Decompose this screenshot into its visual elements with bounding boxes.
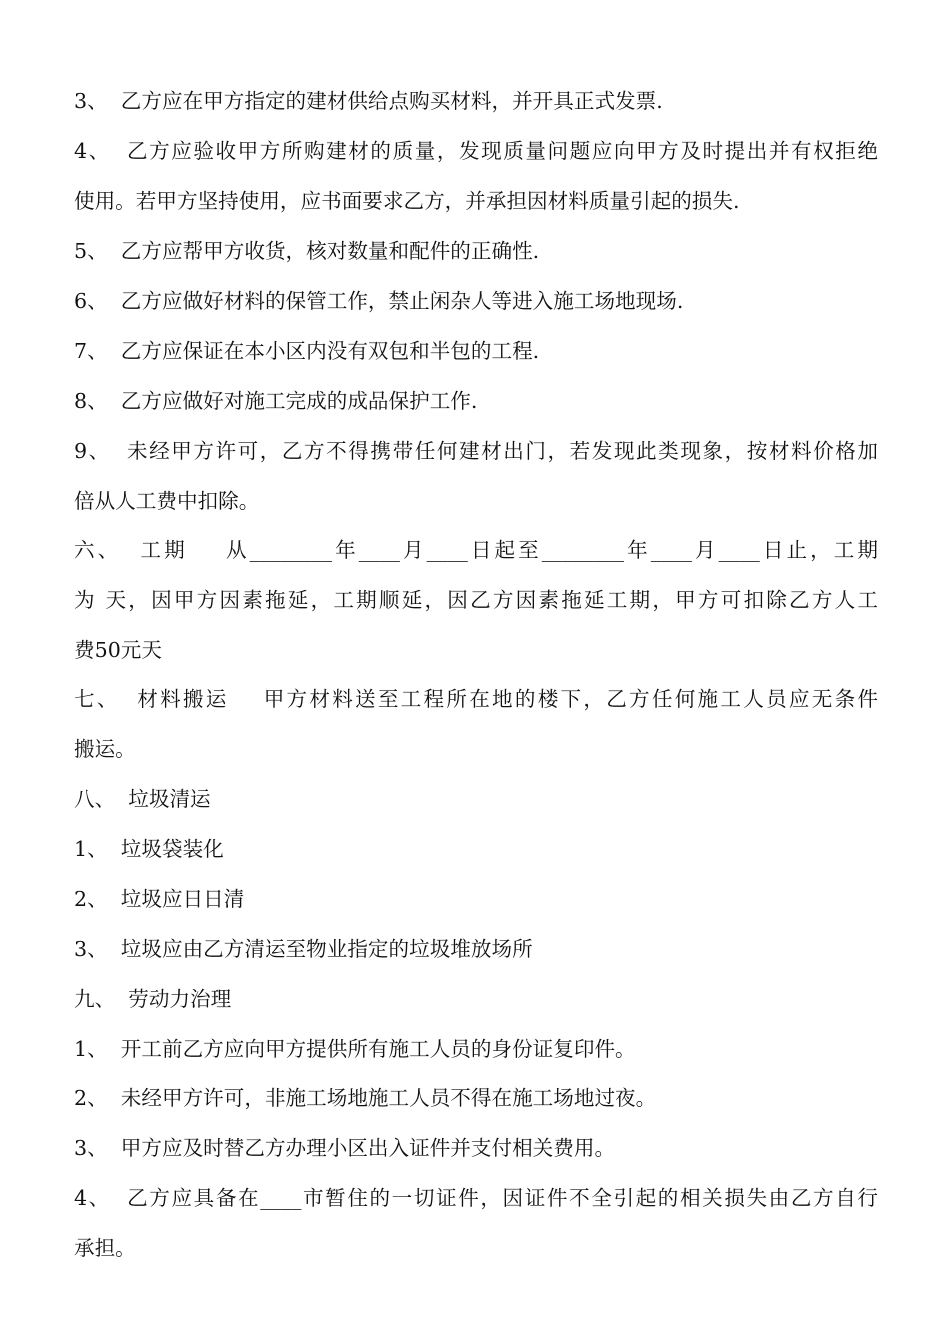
clause-8-3: 3、 垃圾应由乙方清运至物业指定的垃圾堆放场所 <box>74 937 533 961</box>
clause-5-8: 8、 乙方应做好对施工完成的成品保护工作. <box>74 389 478 413</box>
clause-5-7: 7、 乙方应保证在本小区内没有双包和半包的工程. <box>74 339 540 363</box>
clause-8-2: 2、 垃圾应日日清 <box>74 887 245 911</box>
section-9-heading: 九、 劳动力治理 <box>74 987 232 1011</box>
clause-5-5: 5、 乙方应帮甲方收货，核对数量和配件的正确性. <box>74 239 540 263</box>
clause-9-4-line-2: 承担。 <box>74 1236 136 1260</box>
clause-5-6: 6、 乙方应做好材料的保管工作，禁止闲杂人等进入施工场地现场. <box>74 289 684 313</box>
section-7-line-2: 搬运。 <box>74 737 136 761</box>
clause-5-4-line-1: 4、 乙方应验收甲方所购建材的质量，发现质量问题应向甲方及时提出并有权拒绝 <box>74 139 878 163</box>
clause-5-9-line-2: 倍从人工费中扣除。 <box>74 489 260 513</box>
section-6-line-3: 费50元天 <box>74 638 162 662</box>
section-6-line-2: 为 天，因甲方因素拖延，工期顺延，因乙方因素拖延工期，甲方可扣除乙方人工 <box>74 588 878 612</box>
section-6-line-1: 六、 工期 从________年____月____日起至________年____月____日止，工期 <box>74 538 878 562</box>
clause-8-1: 1、 垃圾袋装化 <box>74 837 224 861</box>
clause-9-3: 3、 甲方应及时替乙方办理小区出入证件并支付相关费用。 <box>74 1136 616 1160</box>
clause-9-2: 2、 未经甲方许可，非施工场地施工人员不得在施工场地过夜。 <box>74 1086 657 1110</box>
clause-9-4-line-1: 4、 乙方应具备在____市暂住的一切证件，因证件不全引起的相关损失由乙方自行 <box>74 1186 878 1210</box>
section-7-line-1: 七、 材料搬运 甲方材料送至工程所在地的楼下，乙方任何施工人员应无条件 <box>74 687 878 711</box>
section-8-heading: 八、 垃圾清运 <box>74 787 211 811</box>
clause-5-3: 3、 乙方应在甲方指定的建材供给点购买材料，并开具正式发票. <box>74 89 663 113</box>
clause-5-4-line-2: 使用。若甲方坚持使用，应书面要求乙方，并承担因材料质量引起的损失. <box>74 189 740 213</box>
clause-9-1: 1、 开工前乙方应向甲方提供所有施工人员的身份证复印件。 <box>74 1037 636 1061</box>
clause-5-9-line-1: 9、 未经甲方许可，乙方不得携带任何建材出门，若发现此类现象，按材料价格加 <box>74 439 878 463</box>
